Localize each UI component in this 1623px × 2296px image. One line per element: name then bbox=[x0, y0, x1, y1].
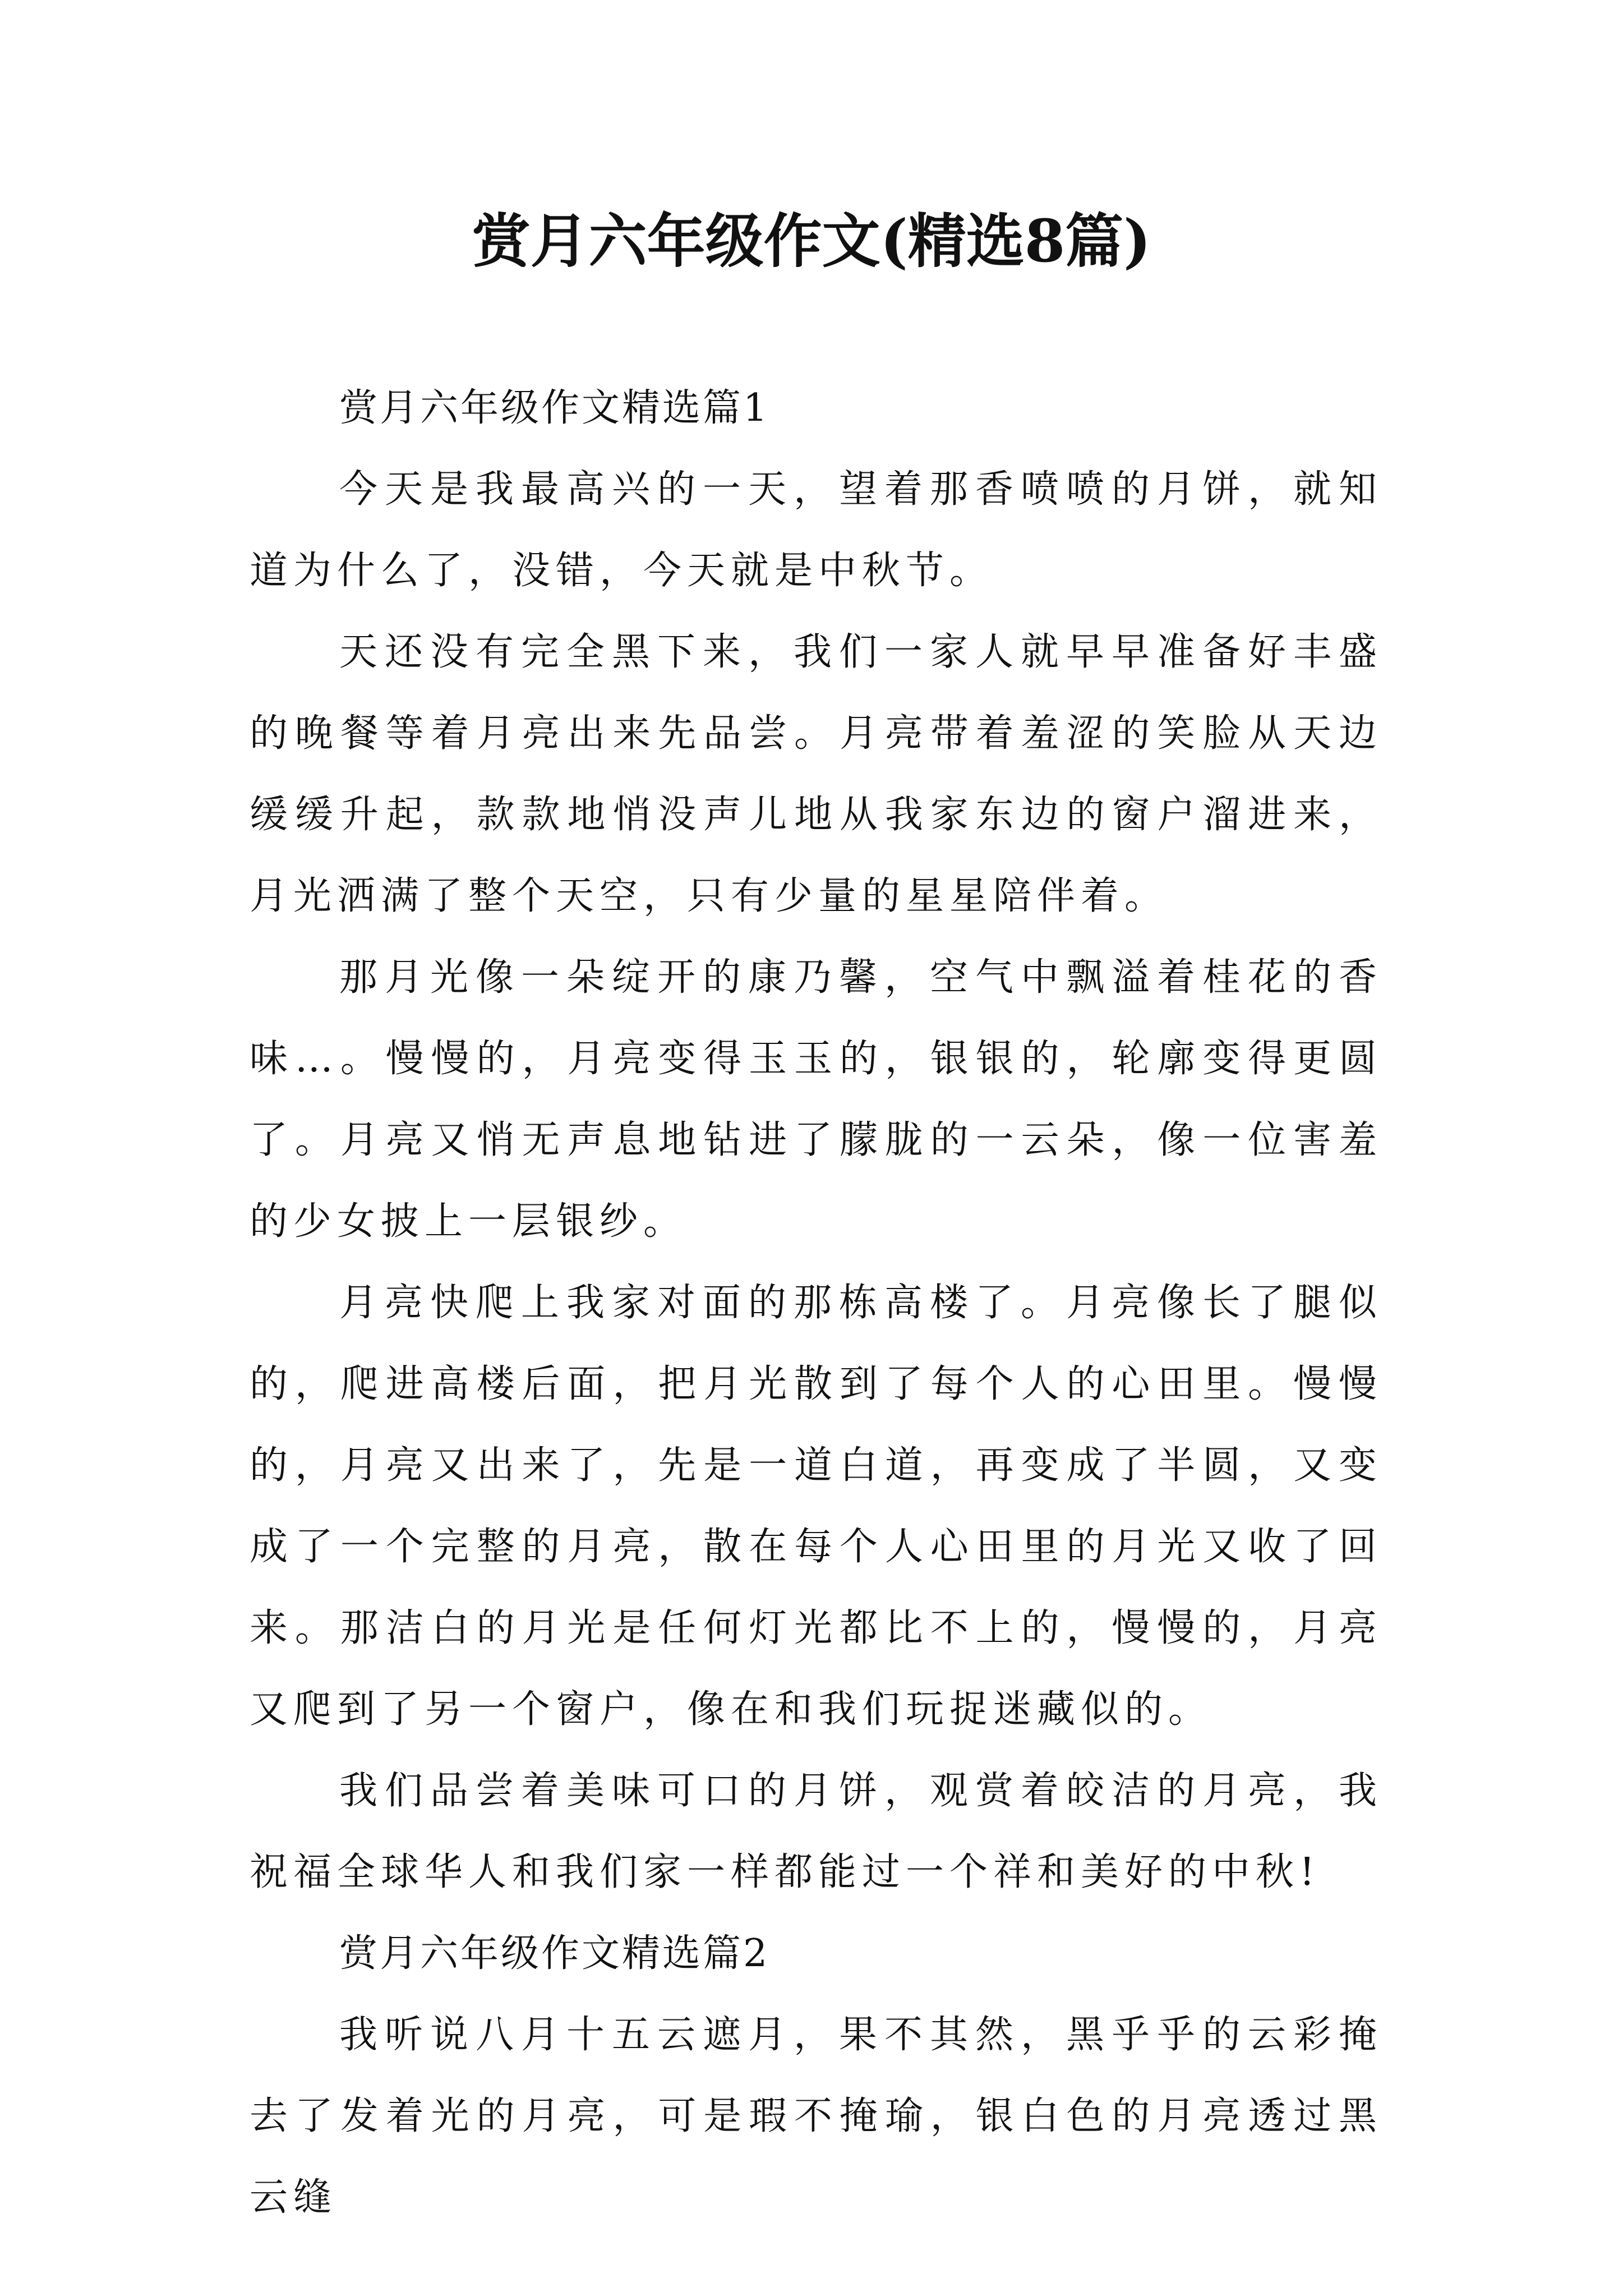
paragraph: 月亮快爬上我家对面的那栋高楼了。月亮像长了腿似的，爬进高楼后面，把月光散到了每个人的心田里。慢慢的，月亮又出来了，先是一道白道，再变成了半圆，又变成了一个完整的月亮，散在每个人心田里的月光又收了回来。那洁白的月光是任何灯光都比不上的，慢慢的，月亮又爬到了另一个窗户，像在和我们玩捉迷藏似的。 bbox=[250, 1281, 1382, 1732]
paragraph: 我们品尝着美味可口的月饼，观赏着皎洁的月亮，我祝福全球华人和我们家一样都能过一个祥和美好的中秋! bbox=[250, 1769, 1382, 1894]
paragraph: 那月光像一朵绽开的康乃馨，空气中飘溢着桂花的香味…。慢慢的，月亮变得玉玉的，银银的，轮廓变得更圆了。月亮又悄无声息地钻进了朦胧的一云朵，像一位害羞的少女披上一层银纱。 bbox=[250, 955, 1382, 1244]
document-title: 赏月六年级作文(精选8篇) bbox=[472, 206, 1151, 275]
paragraph: 今天是我最高兴的一天，望着那香喷喷的月饼，就知道为什么了，没错，今天就是中秋节。 bbox=[250, 467, 1382, 593]
section-heading-2: 赏月六年级作文精选篇2 bbox=[339, 1931, 770, 1976]
document-body bbox=[250, 367, 1382, 2238]
paragraph: 天还没有完全黑下来，我们一家人就早早准备好丰盛的晚餐等着月亮出来先品尝。月亮带着羞涩的笑脸从天边缓缓升起，款款地悄没声儿地从我家东边的窗户溜进来，月光洒满了整个天空，只有少量的星星陪伴着。 bbox=[250, 630, 1382, 918]
section-heading-1: 赏月六年级作文精选篇1 bbox=[339, 386, 770, 430]
paragraph: 我听说八月十五云遮月，果不其然，黑乎乎的云彩掩去了发着光的月亮，可是瑕不掩瑜，银白色的月亮透过黑云缝 bbox=[250, 2013, 1382, 2220]
